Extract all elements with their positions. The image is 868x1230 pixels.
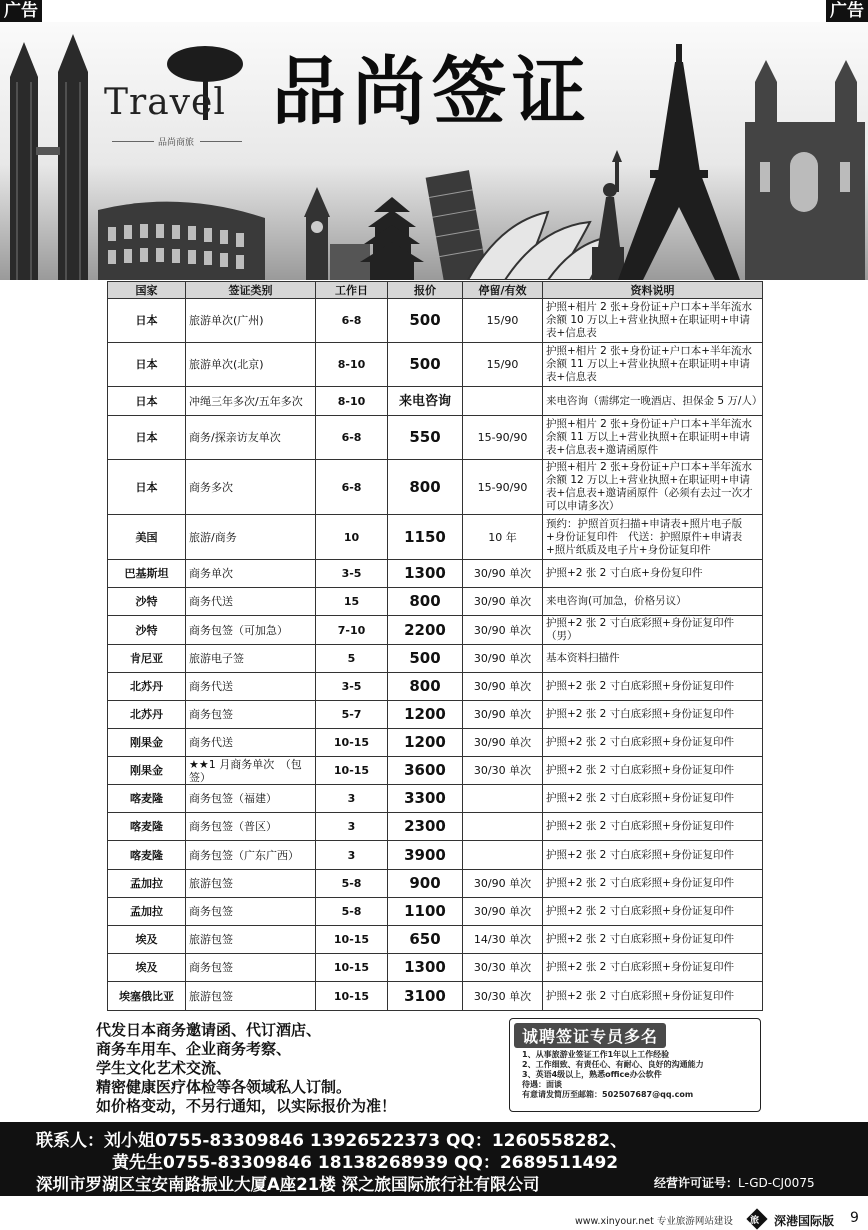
cell-requirements: 护照+2 张 2 寸白底彩照+身份证复印件 xyxy=(543,785,763,813)
cell-working-days: 8-10 xyxy=(316,343,388,387)
cell-working-days: 3 xyxy=(316,841,388,870)
cell-price: 900 xyxy=(388,870,463,898)
cell-visa-type: 商务/探亲访友单次 xyxy=(186,416,316,460)
cell-price: 800 xyxy=(388,673,463,701)
table-row xyxy=(108,588,763,616)
cell-working-days: 3-5 xyxy=(316,673,388,701)
cell-country: 美国 xyxy=(108,515,186,560)
logo-subtitle: 品尚商旅 xyxy=(158,138,195,148)
cell-requirements: 基本资料扫描件 xyxy=(543,645,763,673)
services-text xyxy=(96,1021,396,1116)
table-row xyxy=(108,757,763,785)
cell-requirements: 护照+相片 2 张+身份证+户口本+半年流水余额 11 万以上+营业执照+在职证明+申请表+信息表+邀请函原件 xyxy=(543,416,763,460)
cell-visa-type: 商务代送 xyxy=(186,673,316,701)
cell-requirements: 护照+2 张 2 寸白底彩照+身份证复印件 xyxy=(543,813,763,841)
cell-stay-validity: 10 年 xyxy=(463,515,543,560)
table-row xyxy=(108,785,763,813)
cell-country: 孟加拉 xyxy=(108,898,186,926)
cell-requirements: 护照+2 张 2 寸白底彩照+身份证复印件 xyxy=(543,841,763,870)
recruitment-email: 有意请发简历至邮箱：502507687@qq.com xyxy=(522,1090,694,1099)
cell-working-days: 10-15 xyxy=(316,729,388,757)
cell-price: 来电咨询 xyxy=(388,387,463,416)
cell-visa-type: 旅游电子签 xyxy=(186,645,316,673)
cell-working-days: 6-8 xyxy=(316,299,388,343)
cell-price: 2200 xyxy=(388,616,463,645)
cell-visa-type: 旅游包签 xyxy=(186,926,316,954)
contact-line-1: 联系人：刘小姐0755-83309846 13926522373 QQ：1260558282、 xyxy=(36,1131,628,1151)
cell-visa-type: ★★1 月商务单次 （包签） xyxy=(186,757,316,785)
ad-tag-left: 广告 xyxy=(0,0,42,22)
table-header-row xyxy=(108,282,763,299)
cell-country: 日本 xyxy=(108,460,186,515)
cell-working-days: 5-8 xyxy=(316,870,388,898)
cell-working-days: 3-5 xyxy=(316,560,388,588)
cell-stay-validity xyxy=(463,387,543,416)
header-country: 国家 xyxy=(108,282,186,299)
cell-stay-validity: 30/90 单次 xyxy=(463,560,543,588)
cell-stay-validity: 30/30 单次 xyxy=(463,954,543,982)
cell-price: 1200 xyxy=(388,701,463,729)
services-line: 商务车用车、企业商务考察、 xyxy=(96,1040,292,1058)
cell-price: 500 xyxy=(388,299,463,343)
table-row xyxy=(108,673,763,701)
table-row xyxy=(108,515,763,560)
cell-visa-type: 冲绳三年多次/五年多次 xyxy=(186,387,316,416)
header-stay-validity: 停留/有效 xyxy=(463,282,543,299)
cell-country: 日本 xyxy=(108,387,186,416)
table-body xyxy=(108,299,763,1011)
cell-requirements: 护照+相片 2 张+身份证+户口本+半年流水余额 11 万以上+营业执照+在职证明+申请表+信息表 xyxy=(543,343,763,387)
cell-price: 550 xyxy=(388,416,463,460)
cell-visa-type: 商务包签（广东广西） xyxy=(186,841,316,870)
cell-price: 800 xyxy=(388,588,463,616)
cell-country: 喀麦隆 xyxy=(108,841,186,870)
cell-country: 北苏丹 xyxy=(108,673,186,701)
cell-country: 肯尼亚 xyxy=(108,645,186,673)
cell-country: 日本 xyxy=(108,299,186,343)
ad-tag-right: 广告 xyxy=(826,0,868,22)
table-row xyxy=(108,954,763,982)
cell-stay-validity: 14/30 单次 xyxy=(463,926,543,954)
cell-stay-validity: 15-90/90 xyxy=(463,416,543,460)
license-label: 经营许可证号： xyxy=(654,1176,739,1190)
recruitment-line: 1、从事旅游业签证工作1年以上工作经验 xyxy=(522,1050,670,1059)
cell-price: 3100 xyxy=(388,982,463,1011)
travel-logo-char: 旅 xyxy=(750,1216,760,1226)
logo-divider-left xyxy=(112,141,154,142)
table-row xyxy=(108,729,763,757)
license-value: L-GD-CJ0075 xyxy=(738,1176,815,1190)
page-number: 9 xyxy=(850,1210,859,1226)
cell-visa-type: 商务单次 xyxy=(186,560,316,588)
footer-url: www.xinyour.net 专业旅游网站建设 xyxy=(575,1216,733,1227)
cell-requirements: 护照+2 张 2 寸白底彩照+身份证复印件 xyxy=(543,673,763,701)
header-requirements: 资料说明 xyxy=(543,282,763,299)
table-row xyxy=(108,343,763,387)
cell-working-days: 5-8 xyxy=(316,898,388,926)
cell-visa-type: 旅游包签 xyxy=(186,870,316,898)
cell-stay-validity xyxy=(463,785,543,813)
cell-country: 刚果金 xyxy=(108,757,186,785)
cell-country: 北苏丹 xyxy=(108,701,186,729)
recruitment-line: 2、工作细致、有责任心、有耐心、良好的沟通能力 xyxy=(522,1060,704,1069)
cell-price: 1300 xyxy=(388,560,463,588)
cell-visa-type: 商务包签 xyxy=(186,954,316,982)
cell-country: 沙特 xyxy=(108,616,186,645)
cell-country: 日本 xyxy=(108,343,186,387)
cell-visa-type: 旅游/商务 xyxy=(186,515,316,560)
header-working-days: 工作日 xyxy=(316,282,388,299)
cell-working-days: 15 xyxy=(316,588,388,616)
cell-price: 3600 xyxy=(388,757,463,785)
cell-requirements: 护照+相片 2 张+身份证+户口本+半年流水余额 10 万以上+营业执照+在职证明+申请表+信息表 xyxy=(543,299,763,343)
recruitment-line: 待遇：面谈 xyxy=(522,1080,562,1089)
table-row xyxy=(108,926,763,954)
cell-requirements: 护照+相片 2 张+身份证+户口本+半年流水余额 12 万以上+营业执照+在职证明+申请表+信息表+邀请函原件（必须有去过一次才可以申请多次） xyxy=(543,460,763,515)
cell-visa-type: 商务包签 xyxy=(186,898,316,926)
contact-bar xyxy=(0,1122,868,1196)
cell-working-days: 6-8 xyxy=(316,460,388,515)
table-row xyxy=(108,841,763,870)
services-line: 学生文化艺术交流、 xyxy=(96,1059,232,1077)
cell-working-days: 7-10 xyxy=(316,616,388,645)
services-line: 精密健康医疗体检等各领域私人订制。 xyxy=(96,1078,352,1096)
price-notice: 如价格变动，不另行通知，以实际报价为准！ xyxy=(96,1097,397,1115)
table-row xyxy=(108,387,763,416)
cell-requirements: 护照+2 张 2 寸白底彩照+身份证复印件 xyxy=(543,954,763,982)
cell-price: 500 xyxy=(388,343,463,387)
logo-wordmark: Travel xyxy=(104,82,226,123)
cell-visa-type: 商务包签 xyxy=(186,701,316,729)
cell-working-days: 10-15 xyxy=(316,982,388,1011)
cell-working-days: 10-15 xyxy=(316,926,388,954)
cell-requirements: 护照+2 张 2 寸白底彩照+身份证复印件 xyxy=(543,701,763,729)
cell-price: 2300 xyxy=(388,813,463,841)
cell-country: 喀麦隆 xyxy=(108,785,186,813)
cell-country: 埃及 xyxy=(108,926,186,954)
cell-country: 巴基斯坦 xyxy=(108,560,186,588)
cell-working-days: 8-10 xyxy=(316,387,388,416)
license-number xyxy=(654,1174,815,1191)
cell-stay-validity: 15/90 xyxy=(463,343,543,387)
cell-visa-type: 商务包签（福建） xyxy=(186,785,316,813)
cell-requirements: 护照+2 张 2 寸白底彩照+身份证复印件 xyxy=(543,926,763,954)
cell-stay-validity: 30/90 单次 xyxy=(463,701,543,729)
cell-price: 1300 xyxy=(388,954,463,982)
cell-working-days: 10 xyxy=(316,515,388,560)
recruitment-title: 诚聘签证专员多名 xyxy=(514,1023,666,1048)
cell-stay-validity: 30/30 单次 xyxy=(463,757,543,785)
table-row xyxy=(108,982,763,1011)
cell-visa-type: 商务包签（可加急） xyxy=(186,616,316,645)
cell-stay-validity xyxy=(463,841,543,870)
cell-country: 喀麦隆 xyxy=(108,813,186,841)
cell-requirements: 护照+2 张 2 寸白底彩照+身份证复印件 xyxy=(543,757,763,785)
cell-visa-type: 商务代送 xyxy=(186,588,316,616)
cell-price: 1150 xyxy=(388,515,463,560)
cell-visa-type: 商务包签（普区） xyxy=(186,813,316,841)
table-row xyxy=(108,416,763,460)
cell-working-days: 10-15 xyxy=(316,954,388,982)
cell-stay-validity: 30/90 单次 xyxy=(463,870,543,898)
edition-label: 深港国际版 xyxy=(774,1214,835,1228)
cell-price: 1200 xyxy=(388,729,463,757)
cell-working-days: 5 xyxy=(316,645,388,673)
cell-country: 日本 xyxy=(108,416,186,460)
cell-working-days: 3 xyxy=(316,785,388,813)
banner xyxy=(0,22,868,280)
cell-visa-type: 旅游单次(广州) xyxy=(186,299,316,343)
table-row xyxy=(108,645,763,673)
cell-price: 3900 xyxy=(388,841,463,870)
contact-line-2: 黄先生0755-83309846 18138268939 QQ：2689511492 xyxy=(112,1153,619,1173)
cell-working-days: 10-15 xyxy=(316,757,388,785)
cell-country: 沙特 xyxy=(108,588,186,616)
page-title: 品尚签证 xyxy=(272,49,592,135)
cell-country: 埃及 xyxy=(108,954,186,982)
cell-stay-validity: 30/90 单次 xyxy=(463,645,543,673)
cell-visa-type: 商务多次 xyxy=(186,460,316,515)
cell-stay-validity: 30/90 单次 xyxy=(463,898,543,926)
cell-stay-validity: 30/90 单次 xyxy=(463,673,543,701)
cell-stay-validity: 30/90 单次 xyxy=(463,588,543,616)
visa-price-table xyxy=(107,281,763,1011)
table-row xyxy=(108,299,763,343)
cell-stay-validity: 30/90 单次 xyxy=(463,729,543,757)
table-row xyxy=(108,560,763,588)
cell-requirements: 护照+2 张 2 寸白底彩照+身份证复印件 xyxy=(543,898,763,926)
cell-visa-type: 旅游单次(北京) xyxy=(186,343,316,387)
cell-stay-validity: 15-90/90 xyxy=(463,460,543,515)
cell-requirements: 护照+2 张 2 寸白底彩照+身份证复印件 xyxy=(543,729,763,757)
page-footer xyxy=(0,1208,868,1230)
cell-requirements: 来电咨询(可加急，价格另议） xyxy=(543,588,763,616)
table-row xyxy=(108,870,763,898)
cell-working-days: 3 xyxy=(316,813,388,841)
cell-stay-validity: 30/30 单次 xyxy=(463,982,543,1011)
cell-requirements: 护照+2 张 2 寸白底+身份复印件 xyxy=(543,560,763,588)
cell-requirements: 护照+2 张 2 寸白底彩照+身份证复印件 xyxy=(543,982,763,1011)
table-row xyxy=(108,898,763,926)
company-address: 深圳市罗湖区宝安南路振业大厦A座21楼 深之旅国际旅行社有限公司 xyxy=(36,1175,540,1194)
cell-price: 1100 xyxy=(388,898,463,926)
cell-country: 刚果金 xyxy=(108,729,186,757)
cell-stay-validity: 30/90 单次 xyxy=(463,616,543,645)
cell-price: 800 xyxy=(388,460,463,515)
cell-country: 埃塞俄比亚 xyxy=(108,982,186,1011)
cell-price: 650 xyxy=(388,926,463,954)
cell-stay-validity: 15/90 xyxy=(463,299,543,343)
cell-requirements: 护照+2 张 2 寸白底彩照+身份证复印件 xyxy=(543,870,763,898)
recruitment-box xyxy=(509,1018,761,1112)
cell-visa-type: 旅游包签 xyxy=(186,982,316,1011)
cell-visa-type: 商务代送 xyxy=(186,729,316,757)
recruitment-line: 3、英语4级以上，熟悉office办公软件 xyxy=(522,1070,662,1079)
table-row xyxy=(108,616,763,645)
logo-divider-right xyxy=(200,141,242,142)
cell-requirements: 预约：护照首页扫描+申请表+照片电子版+身份证复印件 代送：护照原件+申请表+照片纸质及电子片+身份证复印件 xyxy=(543,515,763,560)
header-price: 报价 xyxy=(388,282,463,299)
cell-working-days: 5-7 xyxy=(316,701,388,729)
cell-requirements: 来电咨询（需绑定一晚酒店、担保金 5 万/人） xyxy=(543,387,763,416)
services-line: 代发日本商务邀请函、代订酒店、 xyxy=(96,1021,322,1039)
table-row xyxy=(108,701,763,729)
table-row xyxy=(108,813,763,841)
cell-working-days: 6-8 xyxy=(316,416,388,460)
cell-stay-validity xyxy=(463,813,543,841)
cell-requirements: 护照+2 张 2 寸白底彩照+身份证复印件（男） xyxy=(543,616,763,645)
cell-country: 孟加拉 xyxy=(108,870,186,898)
table-row xyxy=(108,460,763,515)
cell-price: 500 xyxy=(388,645,463,673)
cell-price: 3300 xyxy=(388,785,463,813)
header-visa-type: 签证类别 xyxy=(186,282,316,299)
